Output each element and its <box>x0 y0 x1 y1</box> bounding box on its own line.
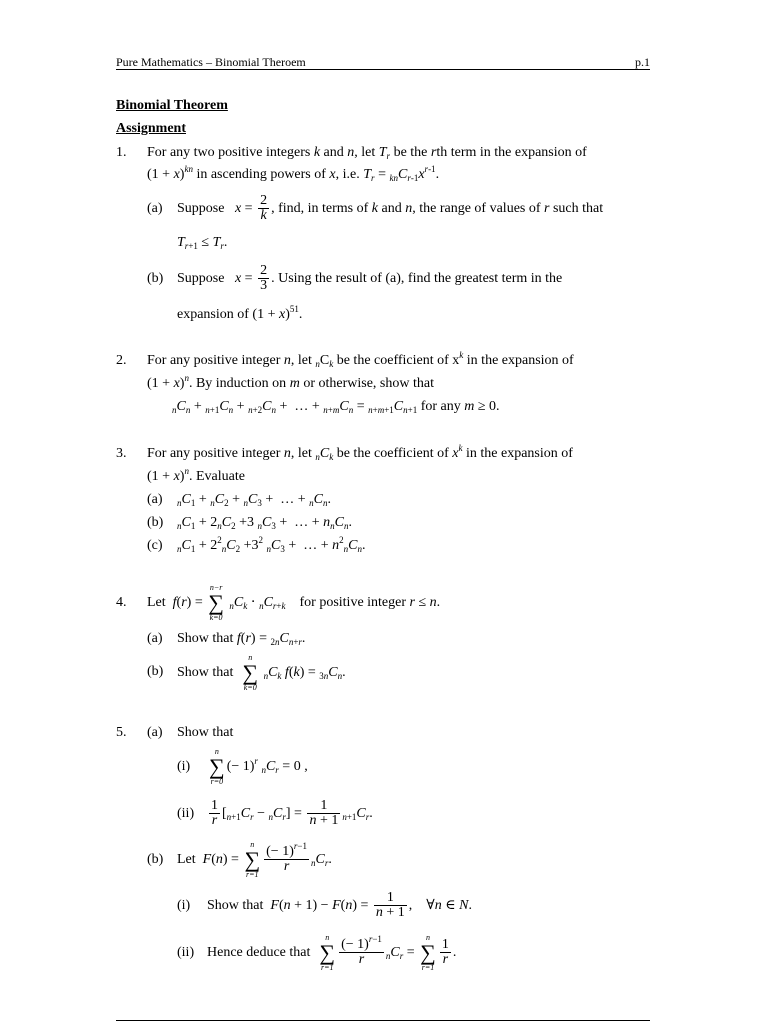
q1-line2: $(1 + x)^{kn}$ in ascending powers of x, i.e. $T_r = _{kn}C_{r-1}x^{r-1}$. <box>147 164 440 183</box>
q5aii-label: (ii) <box>177 806 195 821</box>
footer-rule <box>116 1020 650 1021</box>
q4a-label: (a) <box>147 631 163 646</box>
q5ai-label: (i) <box>177 759 191 774</box>
q4a-text: Show that $f(r) = _{2n}C_{n+r}$. <box>177 631 306 647</box>
q3-line1: For any positive integer n, let $_nC_k$ be the coefficient of $x^k$ in the expansion of <box>147 443 573 462</box>
q4b-label: (b) <box>147 664 164 679</box>
q2-line1: For any positive integer n, let $_nC_k$ be the coefficient of $x^k$ in the expansion of <box>147 350 574 369</box>
q5b-label: (b) <box>147 852 164 867</box>
q1a-label: (a) <box>147 201 163 216</box>
q3a-expr: $_nC_1 + _nC_2 + _nC_3$ + … + $_nC_n$. <box>177 492 331 508</box>
q2-number: 2. <box>116 353 127 368</box>
q5ai-expr: n ∑ r=0 (− 1)$^r$ $_nC_r = 0$ , <box>209 746 308 786</box>
q3b-label: (b) <box>147 515 164 530</box>
q2-line2: $(1 + x)^n$. By induction on m or otherwise, show that <box>147 373 434 391</box>
q4-definition: Let f(r) = n−r ∑ k=0 $_nC_k \cdot _nC_{r+k}$ for positive integer r ≤ n. <box>147 582 441 622</box>
q5-number: 5. <box>116 725 127 740</box>
q5b-definition: Let F(n) = n ∑ r=1 $\frac{(- 1)^{r-1}}{r}$ $_nC_r$. <box>177 839 332 879</box>
q5a-label: (a) <box>147 725 163 740</box>
q3c-label: (c) <box>147 538 163 553</box>
q2-identity: $_nC_n + _{n+1}C_n + _{n+2}C_n$ + … + $_{n+m}C_n = _{n+m+1}C_{n+1}$ for any m ≥ 0. <box>172 399 500 415</box>
q3c-expr: $_nC_1 + 2^2_nC_2 +3^2$ $_nC_3$ + … + $n^2_nC_n$. <box>177 535 366 554</box>
q1b-line1: Suppose x = $\frac{2}{3}$ . Using the result of (a), find the greatest term in the <box>177 263 563 294</box>
q1b-label: (b) <box>147 271 164 286</box>
q1a-line2: $T_{r+1} \le T_r$. <box>177 235 228 251</box>
q1a-line1: Suppose x = $\frac{2}{k}$ , find, in terms of k and n, the range of values of r such that <box>177 193 604 224</box>
q3-number: 3. <box>116 446 127 461</box>
page-number: p.1 <box>635 55 650 69</box>
q3a-label: (a) <box>147 492 163 507</box>
q5bii-label: (ii) <box>177 945 195 960</box>
document-title: Binomial Theorem <box>116 98 228 113</box>
q5aii-expr: $\frac{1}{r}$ $[_{n+1}C_r - _nC_r]$ = $\frac{1}{n + 1}$ $_{n+1}C_r$. <box>211 798 373 829</box>
document-subtitle: Assignment <box>116 121 187 136</box>
q5bi-label: (i) <box>177 898 191 913</box>
page-header <box>116 55 650 70</box>
q3b-expr: $_nC_1 + 2_nC_2 +3$ $_nC_3$ + … + $n_nC_n$. <box>177 515 352 531</box>
q4b-text: Show that n ∑ k=0 $_nC_k$ $f(k) = _{3n}C_n$. <box>177 652 346 692</box>
q1-line1: For any two positive integers k and n, let $T_r$ be the rth term in the expansion of <box>147 145 587 161</box>
q5bi-expr: Show that F(n + 1) − F(n) = $\frac{1}{n + 1}$ , ∀n ∈ N. <box>207 890 472 921</box>
q5bii-expr: Hence deduce that n ∑ r=1 $\frac{(- 1)^{r-1}}{r}$ $_nC_r$ = n ∑ r=1 $\frac{1}{r}$ . <box>207 932 457 972</box>
q1b-line2: expansion of $(1 + x)^{51}$. <box>177 304 303 322</box>
header-title: Pure Mathematics – Binomial Theroem <box>116 55 306 69</box>
q1-number: 1. <box>116 145 127 160</box>
q3-line2: $(1 + x)^n$. Evaluate <box>147 466 245 484</box>
q4-number: 4. <box>116 595 127 610</box>
q5a-text: Show that <box>177 725 234 740</box>
